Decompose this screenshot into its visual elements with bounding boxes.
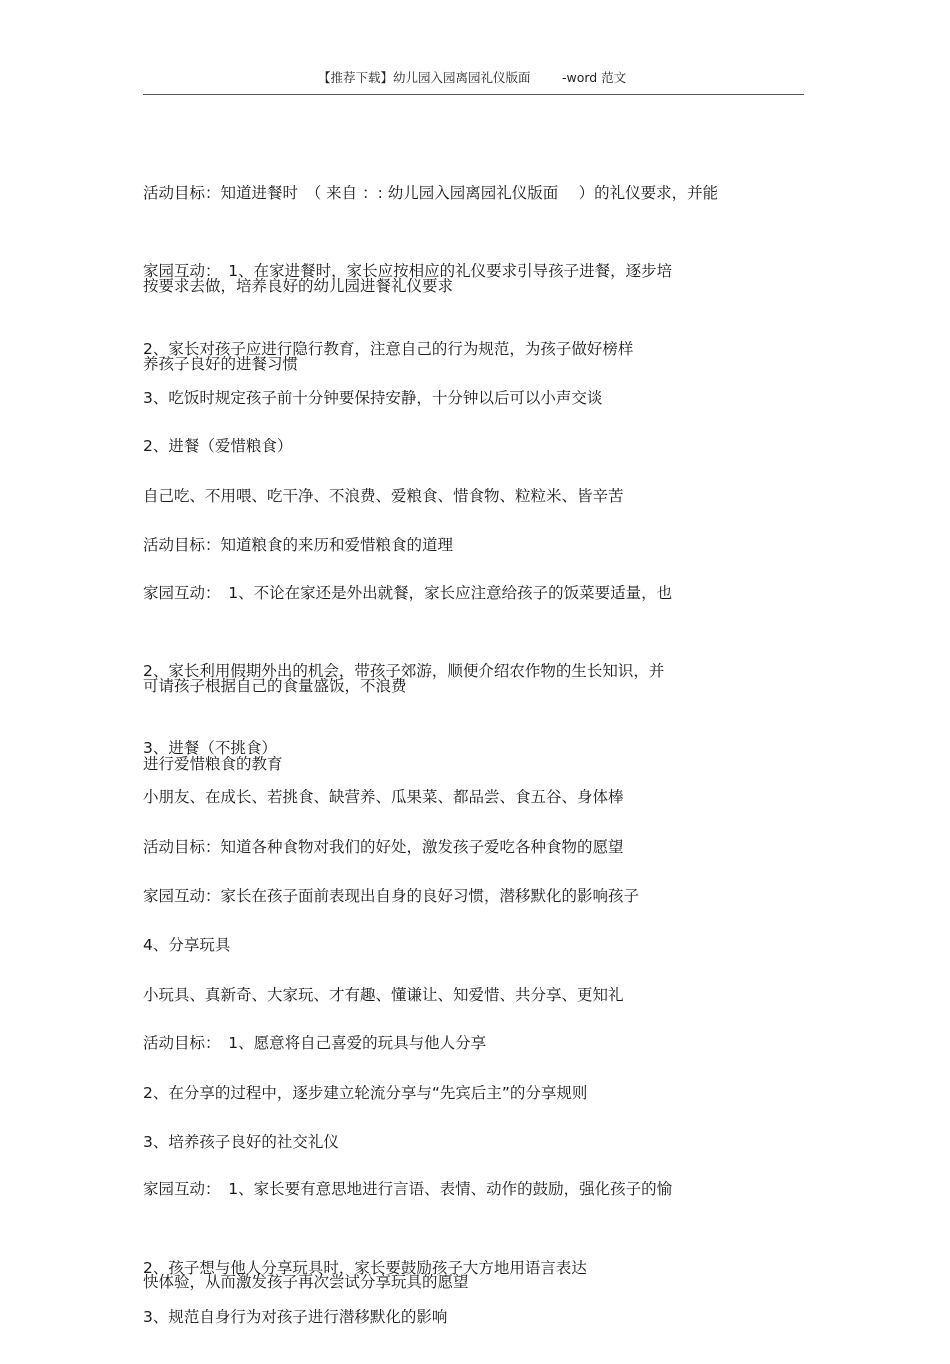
paragraph-line: 养孩子良好的进餐习惯: [143, 355, 299, 373]
paragraph-line: 4、分享玩具: [143, 936, 231, 954]
paragraph-line: 家园互动： 1、在家进餐时，家长应按相应的礼仪要求引导孩子进餐，逐步培: [143, 262, 673, 280]
paragraph-line: 家园互动： 1、家长要有意思地进行言语、表情、动作的鼓励，强化孩子的愉: [143, 1180, 673, 1198]
paragraph-line: 进行爱惜粮食的教育: [143, 755, 283, 773]
paragraph-line: 3、进餐（不挑食）: [143, 739, 277, 757]
paragraph-line: 活动目标：知道进餐时 （ 来自 ：: 幼儿园入园离园礼仪版面 ）的礼仪要求，并能: [143, 184, 719, 202]
paragraph-line: 3、吃饭时规定孩子前十分钟要保持安静，十分钟以后可以小声交谈: [143, 389, 603, 407]
paragraph-line: 可请孩子根据自己的食量盛饭，不浪费: [143, 677, 407, 695]
paragraph-line: 3、规范自身行为对孩子进行潜移默化的影响: [143, 1308, 448, 1326]
paragraph-line: 2、家长对孩子应进行隐行教育，注意自己的行为规范，为孩子做好榜样: [143, 340, 634, 358]
paragraph-line: 活动目标： 1、愿意将自己喜爱的玩具与他人分享: [143, 1034, 487, 1052]
paragraph-line: 活动目标：知道各种食物对我们的好处，激发孩子爱吃各种食物的愿望: [143, 838, 624, 856]
paragraph-line: 2、家长利用假期外出的机会，带孩子郊游，顺便介绍农作物的生长知识，并: [143, 662, 665, 680]
paragraph-line: 3、培养孩子良好的社交礼仪: [143, 1133, 339, 1151]
paragraph-line: 自己吃、不用喂、吃干净、不浪费、爱粮食、惜食物、粒粒米、皆辛苦: [143, 487, 624, 505]
page-header: [0, 68, 950, 88]
paragraph-line: 快体验，从而激发孩子再次尝试分享玩具的愿望: [143, 1273, 469, 1291]
header-title: 【推荐下载】幼儿园入园离园礼仪版面: [318, 70, 531, 85]
paragraph-line: 小玩具、真新奇、大家玩、才有趣、懂谦让、知爱惜、共分享、更知礼: [143, 986, 624, 1004]
paragraph-line: 家园互动：家长在孩子面前表现出自身的良好习惯，潜移默化的影响孩子: [143, 887, 640, 905]
paragraph-line: 小朋友、在成长、若挑食、缺营养、瓜果菜、都品尝、食五谷、身体棒: [143, 788, 624, 806]
header-tag: -word 范文: [562, 70, 627, 85]
paragraph-line: 活动目标：知道粮食的来历和爱惜粮食的道理: [143, 536, 454, 554]
paragraph-line: 家园互动： 1、不论在家还是外出就餐，家长应注意给孩子的饭菜要适量，也: [143, 584, 673, 602]
paragraph-line: 按要求去做，培养良好的幼儿园进餐礼仪要求: [143, 277, 454, 295]
paragraph-line: 2、孩子想与他人分享玩具时，家长要鼓励孩子大方地用语言表达: [143, 1259, 587, 1277]
header-divider: [143, 94, 804, 95]
paragraph-line: 2、进餐（爱惜粮食）: [143, 437, 293, 455]
paragraph-interaction-4c: [143, 1240, 447, 1364]
paragraph-line: 2、在分享的过程中，逐步建立轮流分享与“先宾后主”的分享规则: [143, 1084, 588, 1102]
